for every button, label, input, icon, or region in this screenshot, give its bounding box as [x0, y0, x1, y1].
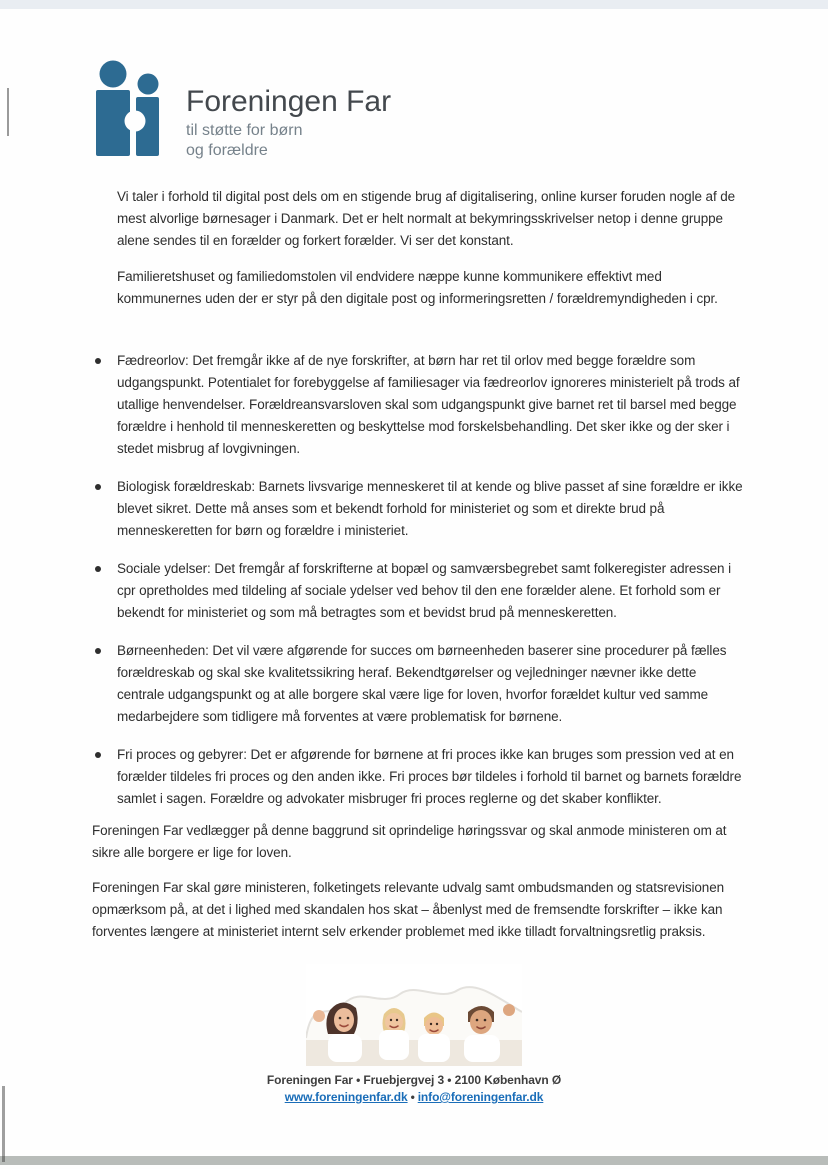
- bullet-icon: [95, 484, 101, 490]
- bullet-text-fri-proces: Fri proces og gebyrer: Det er afgørende for børnene at fri proces ikke kan bruges som pression ved at en forælder tildeles fri proces og den anden ikke. Fri proces bør tildeles i forhold til barnet og barnets forældre samlet i sagen. Forældre og advokater misbruger fri proces reglerne og det skaber konflikter.: [117, 747, 742, 806]
- bullet-text-faedreorlov: Fædreorlov: Det fremgår ikke af de nye forskrifter, at børn har ret til orlov med begge forældre som udgangspunkt. Potentialet for forebyggelse af familiesager via fædreorlov ignoreres ministerielt på trods af utallige henvendelser. Forældreansvarsloven skal som udgangspunkt give barnet ret til barsel med begge forældre i henhold til menneskeretten og beskyttelse mod forskelsbehandling. Det sker ikke og der sker i stedet misbrug af lovgivningen.: [117, 353, 740, 456]
- scan-edge-bottom: [0, 1156, 828, 1165]
- family-photo: [306, 964, 522, 1066]
- logo-subtitle-line2: og forældre: [186, 142, 268, 159]
- org-logo: [90, 60, 391, 163]
- footer-address: Foreningen Far • Fruebjergvej 3 • 2100 København Ø: [266, 1073, 562, 1087]
- bullet-list-section: [117, 350, 745, 826]
- bullet-icon: [95, 358, 101, 364]
- logo-subtitle: [186, 121, 391, 161]
- email-link[interactable]: info@foreningenfar.dk: [417, 1090, 544, 1104]
- closing-paragraph-2: Foreningen Far skal gøre ministeren, folketingets relevante udvalg samt ombudsmanden og statsrevisionen opmærksom på, at det i lighed med skandalen hos skat – åbenlyst med de fremsendte forskrifter – ikke kan forventes længere at ministeriet internt selv erkender problemet med ikke tilladt forvaltningsretlig praksis.: [92, 880, 725, 939]
- list-item: [117, 476, 745, 542]
- bullet-text-biologisk-foraeldreskab: Biologisk forældreskab: Barnets livsvarige menneskeret til at kende og blive passet af sine forældre er ikke blevet sikret. Dette må anses som et bekendt forhold for ministeriet og som et direkte brud på menneskeretten for børn og forældre i ministeriet.: [117, 479, 743, 538]
- scan-artifact-left-top: [7, 88, 9, 136]
- intro-section: [117, 186, 745, 324]
- parent-child-logo-icon: [90, 60, 172, 163]
- footer-link-separator: •: [410, 1090, 415, 1104]
- list-item: [117, 558, 745, 624]
- bullet-text-sociale-ydelser: Sociale ydelser: Det fremgår af forskrifterne at bopæl og samværsbegrebet samt folkeregister adressen i cpr opretholdes med tildeling af sociale ydelser ved behov til den ene forælder alene. Et forhold som er bekendt for ministeriet og som må betragtes som et bevidst brud på menneskeretten.: [117, 561, 731, 620]
- logo-title: Foreningen Far: [186, 85, 392, 118]
- closing-section: [92, 820, 748, 956]
- website-link[interactable]: www.foreningenfar.dk: [284, 1090, 408, 1104]
- bullet-icon: [95, 566, 101, 572]
- footer-links: [0, 1090, 828, 1104]
- scan-edge-top: [0, 0, 828, 9]
- bullet-text-boerneenheden: Børneenheden: Det vil være afgørende for succes om børneenheden baserer sine procedurer på fælles forældreskab og skal ske kvalitetssikring heraf. Bekendtgørelser og vejledninger nævner ikke dette centrale udgangspunkt og at alle borgere skal være lige for loven, hvorfor forældet kultur ved samme medarbejdere som tidligere må forventes at være problematisk for børnene.: [117, 643, 727, 724]
- intro-paragraph-1: Vi taler i forhold til digital post dels om en stigende brug af digitalisering, online kurser foruden nogle af de mest alvorlige børnesager i Danmark. Det er helt normalt at bekymringsskrivelser netop i denne gruppe alene sendes til en forælder og forkert forælder. Vi ser det konstant.: [117, 189, 736, 248]
- closing-paragraph-1: Foreningen Far vedlægger på denne baggrund sit oprindelige høringssvar og skal anmode ministeren om at sikre alle borgere er lige for loven.: [92, 823, 727, 860]
- bullet-list: [117, 350, 745, 810]
- bullet-icon: [95, 752, 101, 758]
- logo-subtitle-line1: til støtte for børn: [186, 122, 303, 139]
- list-item: [117, 744, 745, 810]
- intro-paragraph-2: Familieretshuset og familiedomstolen vil endvidere næppe kunne kommunikere effektivt med kommunernes uden der er styr på den digitale post og informeringsretten / forældremyndigheden i cpr.: [117, 269, 718, 306]
- list-item: [117, 350, 745, 460]
- list-item: [117, 640, 745, 728]
- logo-text: [186, 60, 391, 161]
- bullet-icon: [95, 648, 101, 654]
